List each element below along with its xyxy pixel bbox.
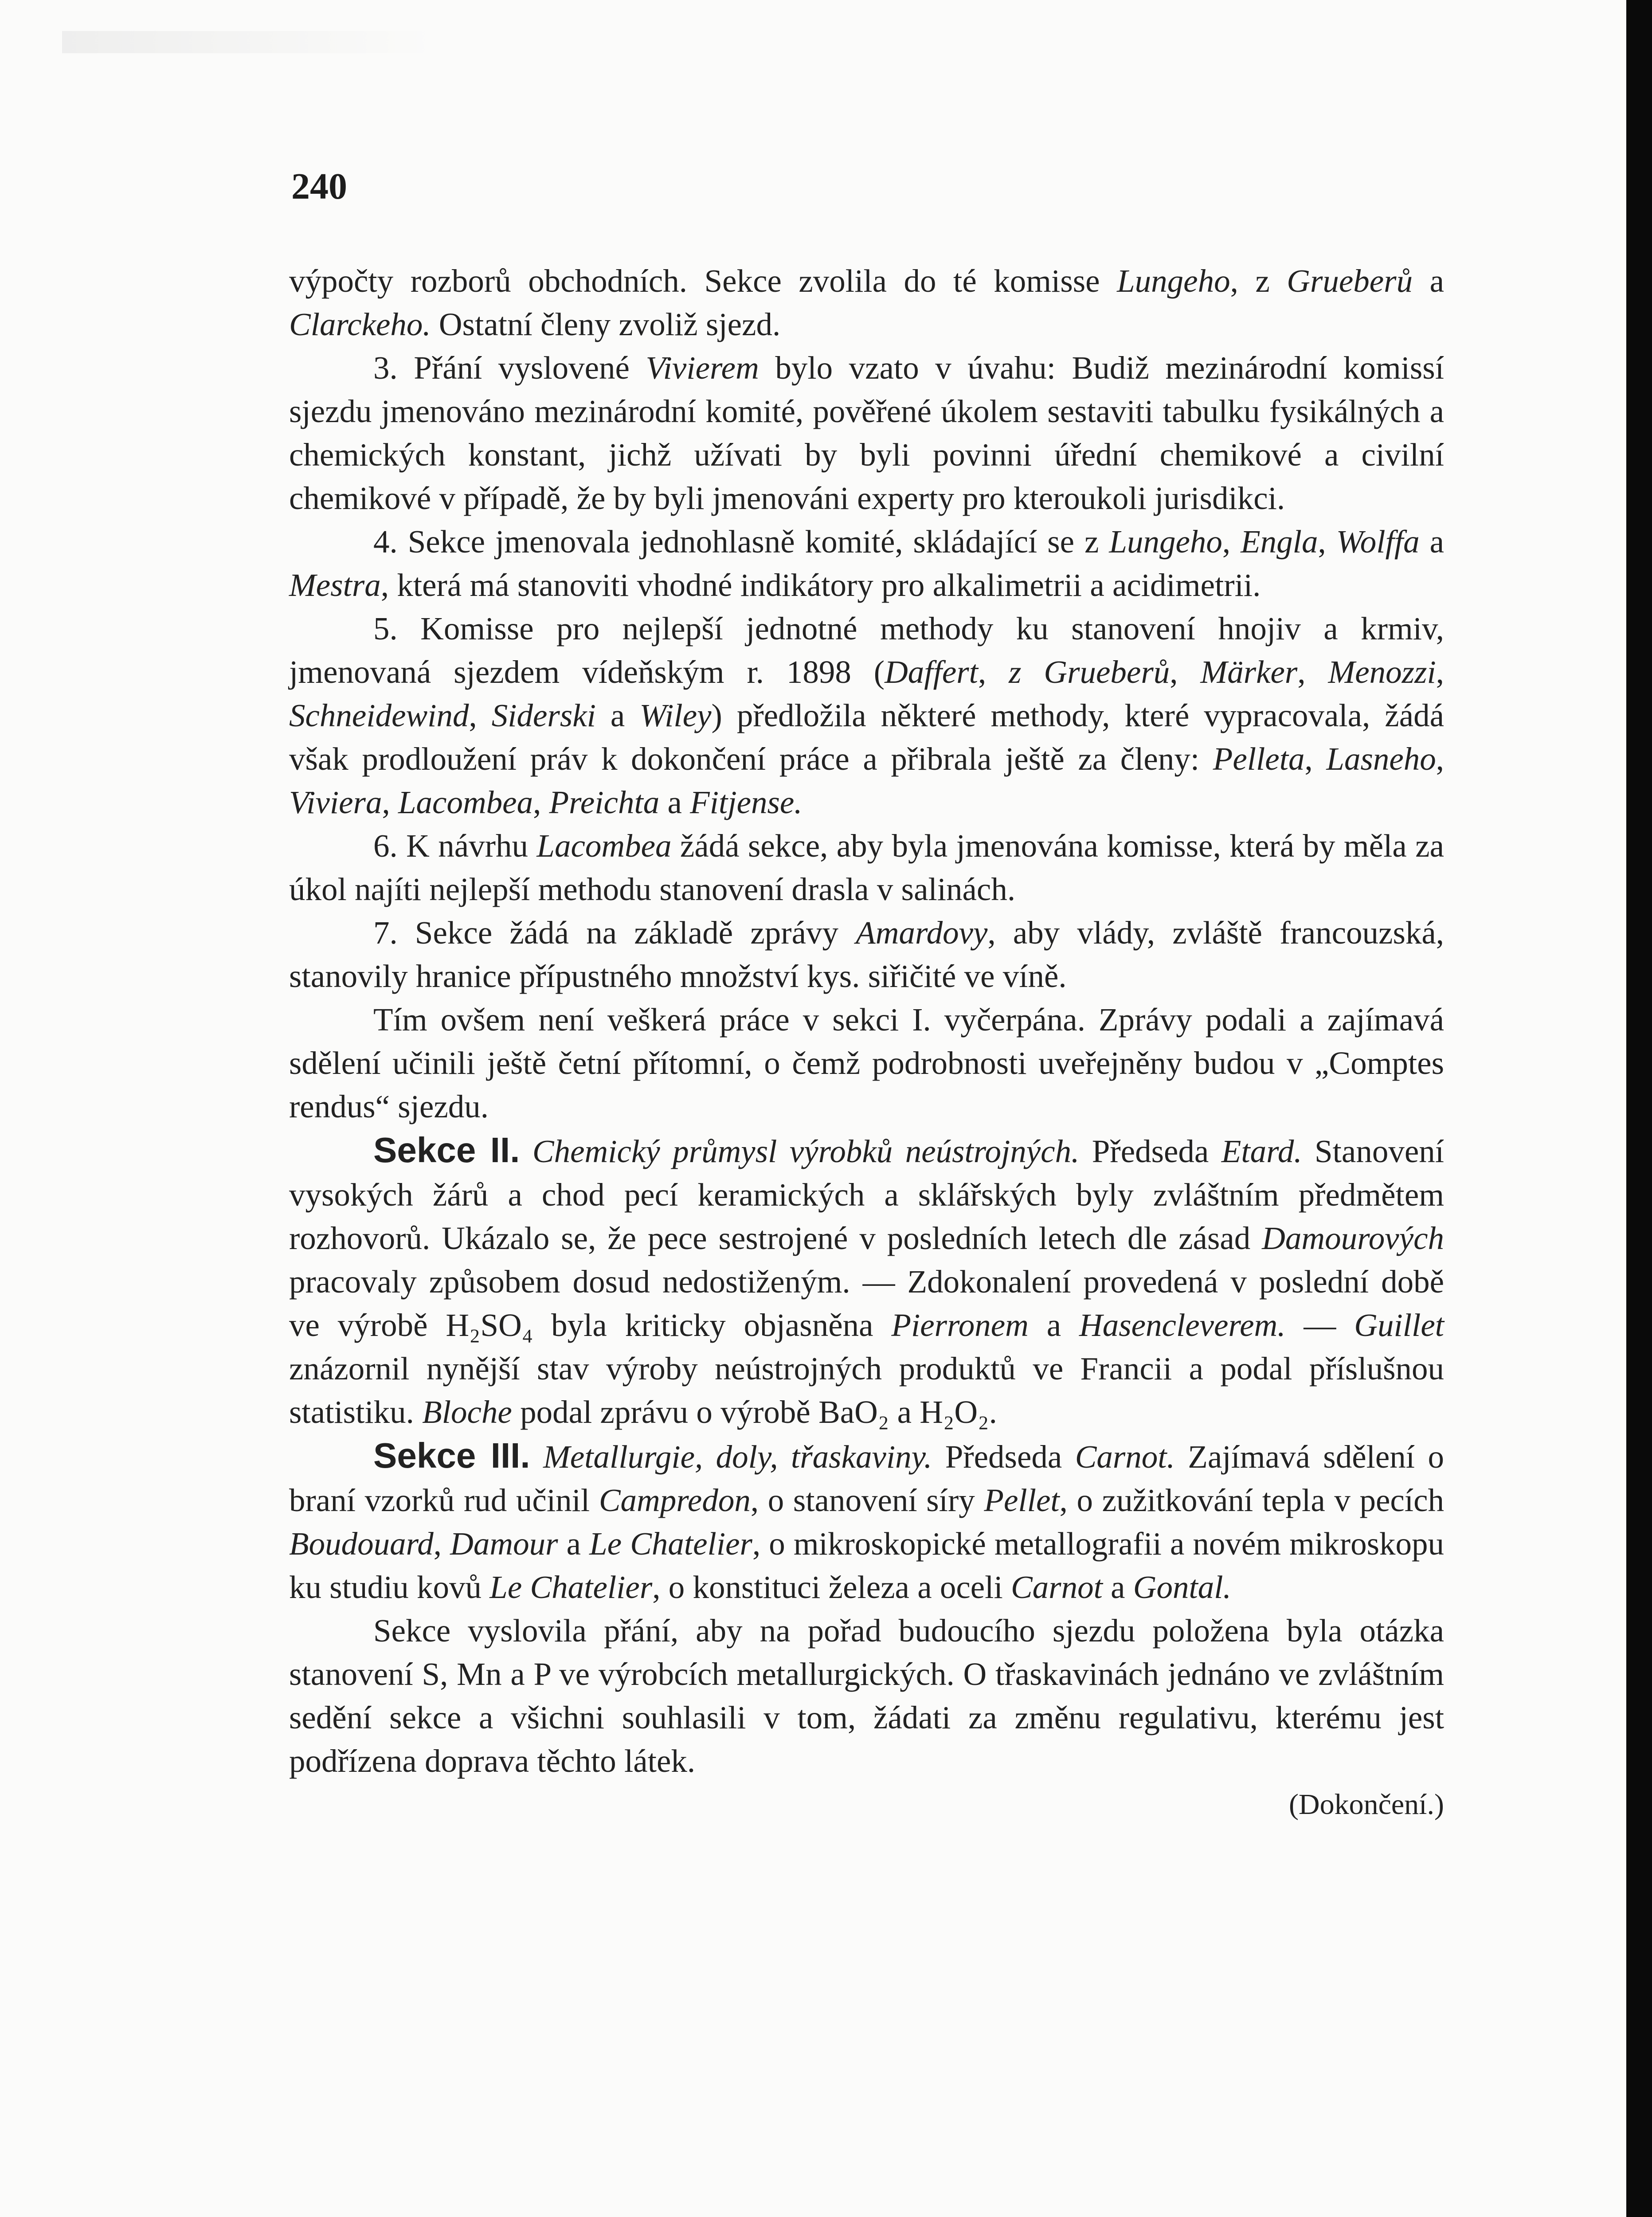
text-run: a [659,784,690,820]
text-run: , [978,654,1009,690]
text-run: žádá sekce, aby byla jmenována komisse, která by měla za úkol najíti nejlepší methodu stanovení drasla v salinách. [289,828,1444,907]
italic-name: Boudouard [289,1526,434,1562]
italic-name: Pierronem [891,1307,1029,1343]
text-run [520,1133,532,1169]
text-run: , [469,697,492,733]
italic-name: Siderski [491,697,596,733]
scan-mark [62,31,435,53]
text-run: Tím ovšem není veškerá práce v sekci I. vyčerpána. Zprávy podali a zajímavá sdělení učinili ještě četní přítomní, o čemž podrobnosti uveřejněny budou v „Comptes rendus“ sjezdu. [289,1002,1444,1124]
italic-name: Metallurgie, doly, třaskaviny. [543,1439,932,1475]
italic-name: Vivierem [646,350,759,386]
paragraph [289,607,1444,824]
italic-name: Pellet [984,1482,1060,1518]
italic-name: Wolffa [1336,524,1420,560]
italic-name: Mestra [289,567,381,603]
italic-name: Le Chatelier [489,1569,653,1605]
italic-name: Märker [1200,654,1298,690]
text-run: bylo vzato v úvahu: Budiž mezinárodní komissí sjezdu jmenováno mezinárodní komité, pověřené úkolem sestaviti tabulku fysikálných a chemických konstant, jichž užívati by byli povinni úřední chemikové a civilní chemikové v případě, že by byli jmenováni experty pro kteroukoli jurisdikci. [289,350,1444,516]
page-number: 240 [291,166,347,207]
text-run: , [1222,524,1241,560]
text-run: , o zužitkování tepla v pecích [1059,1482,1444,1518]
paragraph [289,911,1444,998]
text-run: 3. Přání vyslovené [373,350,646,386]
text-run: , o konstituci železa a oceli [652,1569,1011,1605]
italic-name: Pelleta [1213,741,1305,777]
text-run: , [433,1526,450,1562]
italic-name: Carnot. [1075,1439,1175,1475]
text-run: Ostatní členy zvoliž sjezd. [431,306,781,342]
italic-name: Damour [450,1526,558,1562]
italic-name: Lungeho [1109,524,1222,560]
text-run: 7. Sekce žádá na základě zprávy [373,915,856,951]
italic-name: z Grueberů [1009,654,1170,690]
text-run: Stanovení vysokých žárů a chod pecí keramických a sklářských byly zvláštním předmětem rozhovorů. Ukázalo se, že pece sestrojené v posledních letech dle zásad [289,1133,1445,1256]
section-heading: Sekce II. [373,1130,520,1170]
italic-name: Carnot [1010,1569,1103,1605]
text-run: 4. Sekce jmenovala jednohlasně komité, skládající se z [373,524,1109,560]
scan-border [1626,0,1652,2217]
italic-name: Lungeho [1117,263,1230,299]
italic-name: Damourových [1262,1220,1444,1256]
italic-name: Menozzi [1328,654,1436,690]
italic-name: Lacombea [536,828,672,864]
italic-name: Bloche [422,1394,512,1430]
paragraph [289,824,1444,911]
italic-name: Chemický průmysl výrobků neústrojných. [532,1133,1080,1169]
text-run: výpočty rozborů obchodních. Sekce zvolila do té komisse [289,263,1117,299]
text-run: a [1413,263,1445,299]
text-run: , [1297,654,1328,690]
text-run: a [1028,1307,1080,1343]
text-run: a [558,1526,590,1562]
italic-name: Le Chatelier [589,1526,752,1562]
italic-name: Wiley [639,697,712,733]
italic-name: Etard. [1221,1133,1302,1169]
italic-name: Viviera [289,784,382,820]
paragraph [289,346,1444,520]
text-run: znázornil nynější stav výroby neústrojných produktů ve Francii a podal příslušnou statistiku. [289,1351,1444,1430]
text-run: , [1436,654,1445,690]
paragraph [289,1434,1444,1609]
italic-name: Lasneho [1326,741,1436,777]
text-run: Zajímavá sdělení o braní vzorků rud učinil [289,1439,1445,1518]
text-run: a [1102,1569,1133,1605]
text-run: , aby vlády, zvláště francouzská, stanovily hranice přípustného množství kys. siřičité ve víně. [289,915,1445,994]
text-run: , [382,784,398,820]
text-run: , [533,784,549,820]
text-run: , která má stanoviti vhodné indikátory pro alkalimetrii a acidimetrii. [380,567,1261,603]
italic-name: Schneidewind [289,697,469,733]
paragraph [289,998,1444,1128]
italic-name: Engla [1241,524,1318,560]
paragraph [289,1609,1444,1783]
text-run: ) předložila některé methody, které vypracovala, žádá však prodloužení práv k dokončení práce a přibrala ještě za členy: [289,697,1445,777]
text-run: Předseda [932,1439,1075,1475]
italic-name: Gontal. [1133,1569,1231,1605]
text-run: , [1304,741,1327,777]
italic-name: Daffert [885,654,978,690]
text-run [530,1439,543,1475]
text-run: Sekce vyslovila přání, aby na pořad budoucího sjezdu položena byla otázka stanovení S, Mn a P ve výrobcích metallurgických. O třaskavinách jednáno ve zvláštním sedění sekce a všichni souhlasili v tom, žádati za změnu regulativu, kterému jest podřízena doprava těchto látek. [289,1613,1444,1779]
text-run: , [1436,741,1445,777]
italic-name: Amardovy [856,915,988,951]
text-run: podal zprávu o výrobě BaO₂ a H₂O₂. [512,1394,997,1430]
italic-name: Hasencleverem. [1079,1307,1286,1343]
italic-name: Grueberů [1287,263,1413,299]
text-run: 5. Komisse pro nejlepší jednotné methody ku stanovení hnojiv a krmiv, jmenovaná sjezdem vídeňským r. 1898 ( [289,611,1444,690]
text-run: , o stanovení síry [750,1482,984,1518]
body-text [289,259,1444,1826]
text-run: , z [1230,263,1287,299]
italic-name: Preichta [549,784,660,820]
italic-name: Guillet [1354,1307,1444,1343]
text-run: , [1318,524,1336,560]
paragraph [289,259,1444,346]
italic-name: Fitjense. [690,784,803,820]
text-run: pracovaly způsobem dosud nedostiženým. — Zdokonalení provedená v poslední době ve výrobě H₂SO₄ byla kriticky objasněna [289,1264,1444,1343]
continuation-note: (Dokončení.) [1288,1788,1444,1821]
italic-name: Campredon [599,1482,751,1518]
text-run: , [1170,654,1201,690]
paragraph [289,520,1444,607]
text-run: Předseda [1079,1133,1221,1169]
text-run: — [1285,1307,1354,1343]
text-run: a [595,697,640,733]
paragraph [289,1128,1444,1434]
text-run: 6. K návrhu [373,828,537,864]
section-heading: Sekce III. [373,1436,530,1475]
text-run: , o mikroskopické metallografii a novém mikroskopu ku studiu kovů [289,1526,1444,1605]
italic-name: Clarckeho. [289,306,431,342]
text-run: a [1419,524,1445,560]
italic-name: Lacombea [398,784,533,820]
